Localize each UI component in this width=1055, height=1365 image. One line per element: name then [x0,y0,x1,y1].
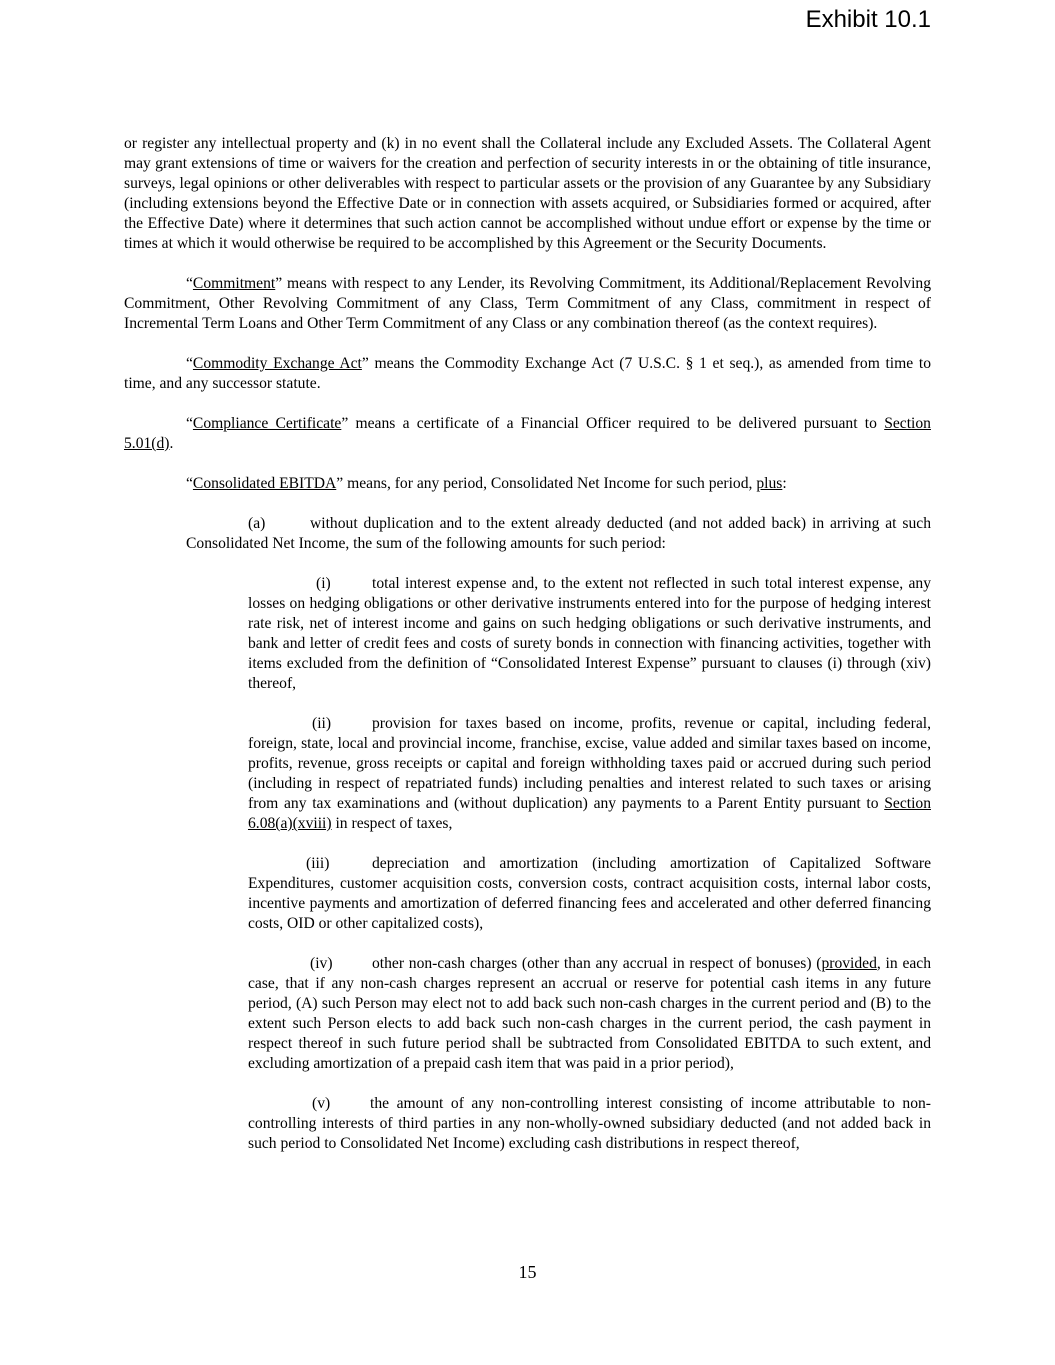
subclause-ii-end: in respect of taxes, [331,815,453,832]
subclause-ii [248,714,931,834]
definition-end: : [782,475,787,492]
defined-term-commitment: Commitment [192,275,276,292]
subclause-i-label: (i) [316,575,331,592]
subclause-ii-label: (ii) [312,715,332,732]
definition-end: . [169,435,174,452]
subclause-v-label: (v) [312,1095,331,1112]
defined-term-commodity-exchange-act: Commodity Exchange Act [192,355,362,372]
defined-term-consolidated-ebitda: Consolidated EBITDA [192,475,337,492]
page-number: 15 [518,1262,537,1282]
subclause-i [248,574,931,694]
subclause-ii-text: provision for taxes based on income, profits, revenue or capital, including federal, foreign, state, local and provincial income, franchise, excise, value added and similar taxes based on income, profits, revenue, gross receipts or capital and foreign withholding taxes paid or accrued during such period (including in respect of repatriated funds) including penalties and interest related to such taxes or arising from any tax examinations and (without duplication) any payments to a Parent Entity pursuant to [248,715,931,812]
open-quote: “ [186,415,193,432]
subclause-iv-text-end: , in each case, that if any non-cash charges represent an accrual or reserve for potential cash items in any future period, (A) such Person may elect not to add back such non-cash charges in the current period and (B) to the extent such Person elects to add back such non-cash charges in the current period, the cash payment in respect thereof in such future period shall be subtracted from Consolidated EBITDA to such extent, and excluding amortization of a prepaid cash item that was paid in a prior period), [248,955,932,1072]
definition-commitment [124,274,931,334]
definition-body: ” means the Commodity Exchange Act (7 U.S.C. § 1 et seq.), as amended from time to time, and any successor statute. [124,355,931,392]
open-quote: “ [186,275,193,292]
clause-a [186,514,931,554]
clause-a-label: (a) [248,515,266,532]
definition-compliance-certificate [124,414,931,454]
subclause-iii [248,854,931,934]
definition-body: ” means, for any period, Consolidated Net Income for such period, [336,475,757,492]
document-body [124,134,931,1174]
subclause-i-text: total interest expense and, to the extent not reflected in such total interest expense, any losses on hedging obligations or other derivative instruments entered into for the purpose of hedging interest rate risk, net of interest income and gains on such hedging obligations or such derivative instruments, and bank and letter of credit fees and costs of surety bonds in connection with financing activities, together with items excluded from the definition of “Consolidated Interest Expense” pursuant to clauses (i) through (xiv) thereof, [248,575,931,692]
plus-keyword: plus [756,475,783,492]
subclause-iv [248,954,931,1074]
provided-keyword: provided [821,955,877,972]
subclause-v-text: the amount of any non-controlling interest consisting of income attributable to non-controlling interests of third parties in any non-wholly-owned subsidiary deducted (and not added back in such period to Consolidated Net Income) excluding cash distributions in respect thereof, [248,1095,931,1152]
exhibit-label: Exhibit 10.1 [805,6,931,33]
subclause-v [248,1094,931,1154]
subclause-iv-text-start: other non-cash charges (other than any accrual in respect of bonuses) ( [372,955,822,972]
clause-a-text: without duplication and to the extent already deducted (and not added back) in arriving at such Consolidated Net Income, the sum of the following amounts for such period: [186,515,931,552]
definition-consolidated-ebitda [124,474,931,494]
open-quote: “ [186,355,193,372]
section-reference: Section 5.01(d) [124,415,931,452]
definition-body: ” means with respect to any Lender, its Revolving Commitment, its Additional/Replacement Revolving Commitment, Other Revolving Commitment of any Class, Term Commitment of any Class, commitment in respect of Incremental Term Loans and Other Term Commitment of any Class or any combination thereof (as the context requires). [124,275,931,332]
subclause-iii-label: (iii) [306,855,330,872]
section-reference: Section 6.08(a)(xviii) [248,795,931,832]
subclause-iv-label: (iv) [310,955,333,972]
definition-commodity-exchange-act [124,354,931,394]
subclause-iii-text: depreciation and amortization (including amortization of Capitalized Software Expenditures, customer acquisition costs, conversion costs, contract acquisition costs, internal labor costs, incentive payments and amortization of deferred financing fees and accelerated and other deferred financing costs, OID or other capitalized costs), [248,855,931,932]
continuation-paragraph: or register any intellectual property and (k) in no event shall the Collateral include any Excluded Assets. The Collateral Agent may grant extensions of time or waivers for the creation and perfection of security interests in or the obtaining of title insurance, surveys, legal opinions or other deliverables with respect to particular assets or the provision of any Guarantee by any Subsidiary (including extensions beyond the Effective Date or in connection with assets acquired, or Subsidiaries formed or acquired, after the Effective Date) where it determines that such action cannot be accomplished without undue effort or expense by the time or times at which it would otherwise be required to be accomplished by this Agreement or the Security Documents. [124,135,931,252]
defined-term-compliance-certificate: Compliance Certificate [192,415,342,432]
open-quote: “ [186,475,193,492]
definition-body: ” means a certificate of a Financial Officer required to be delivered pursuant to [341,415,885,432]
